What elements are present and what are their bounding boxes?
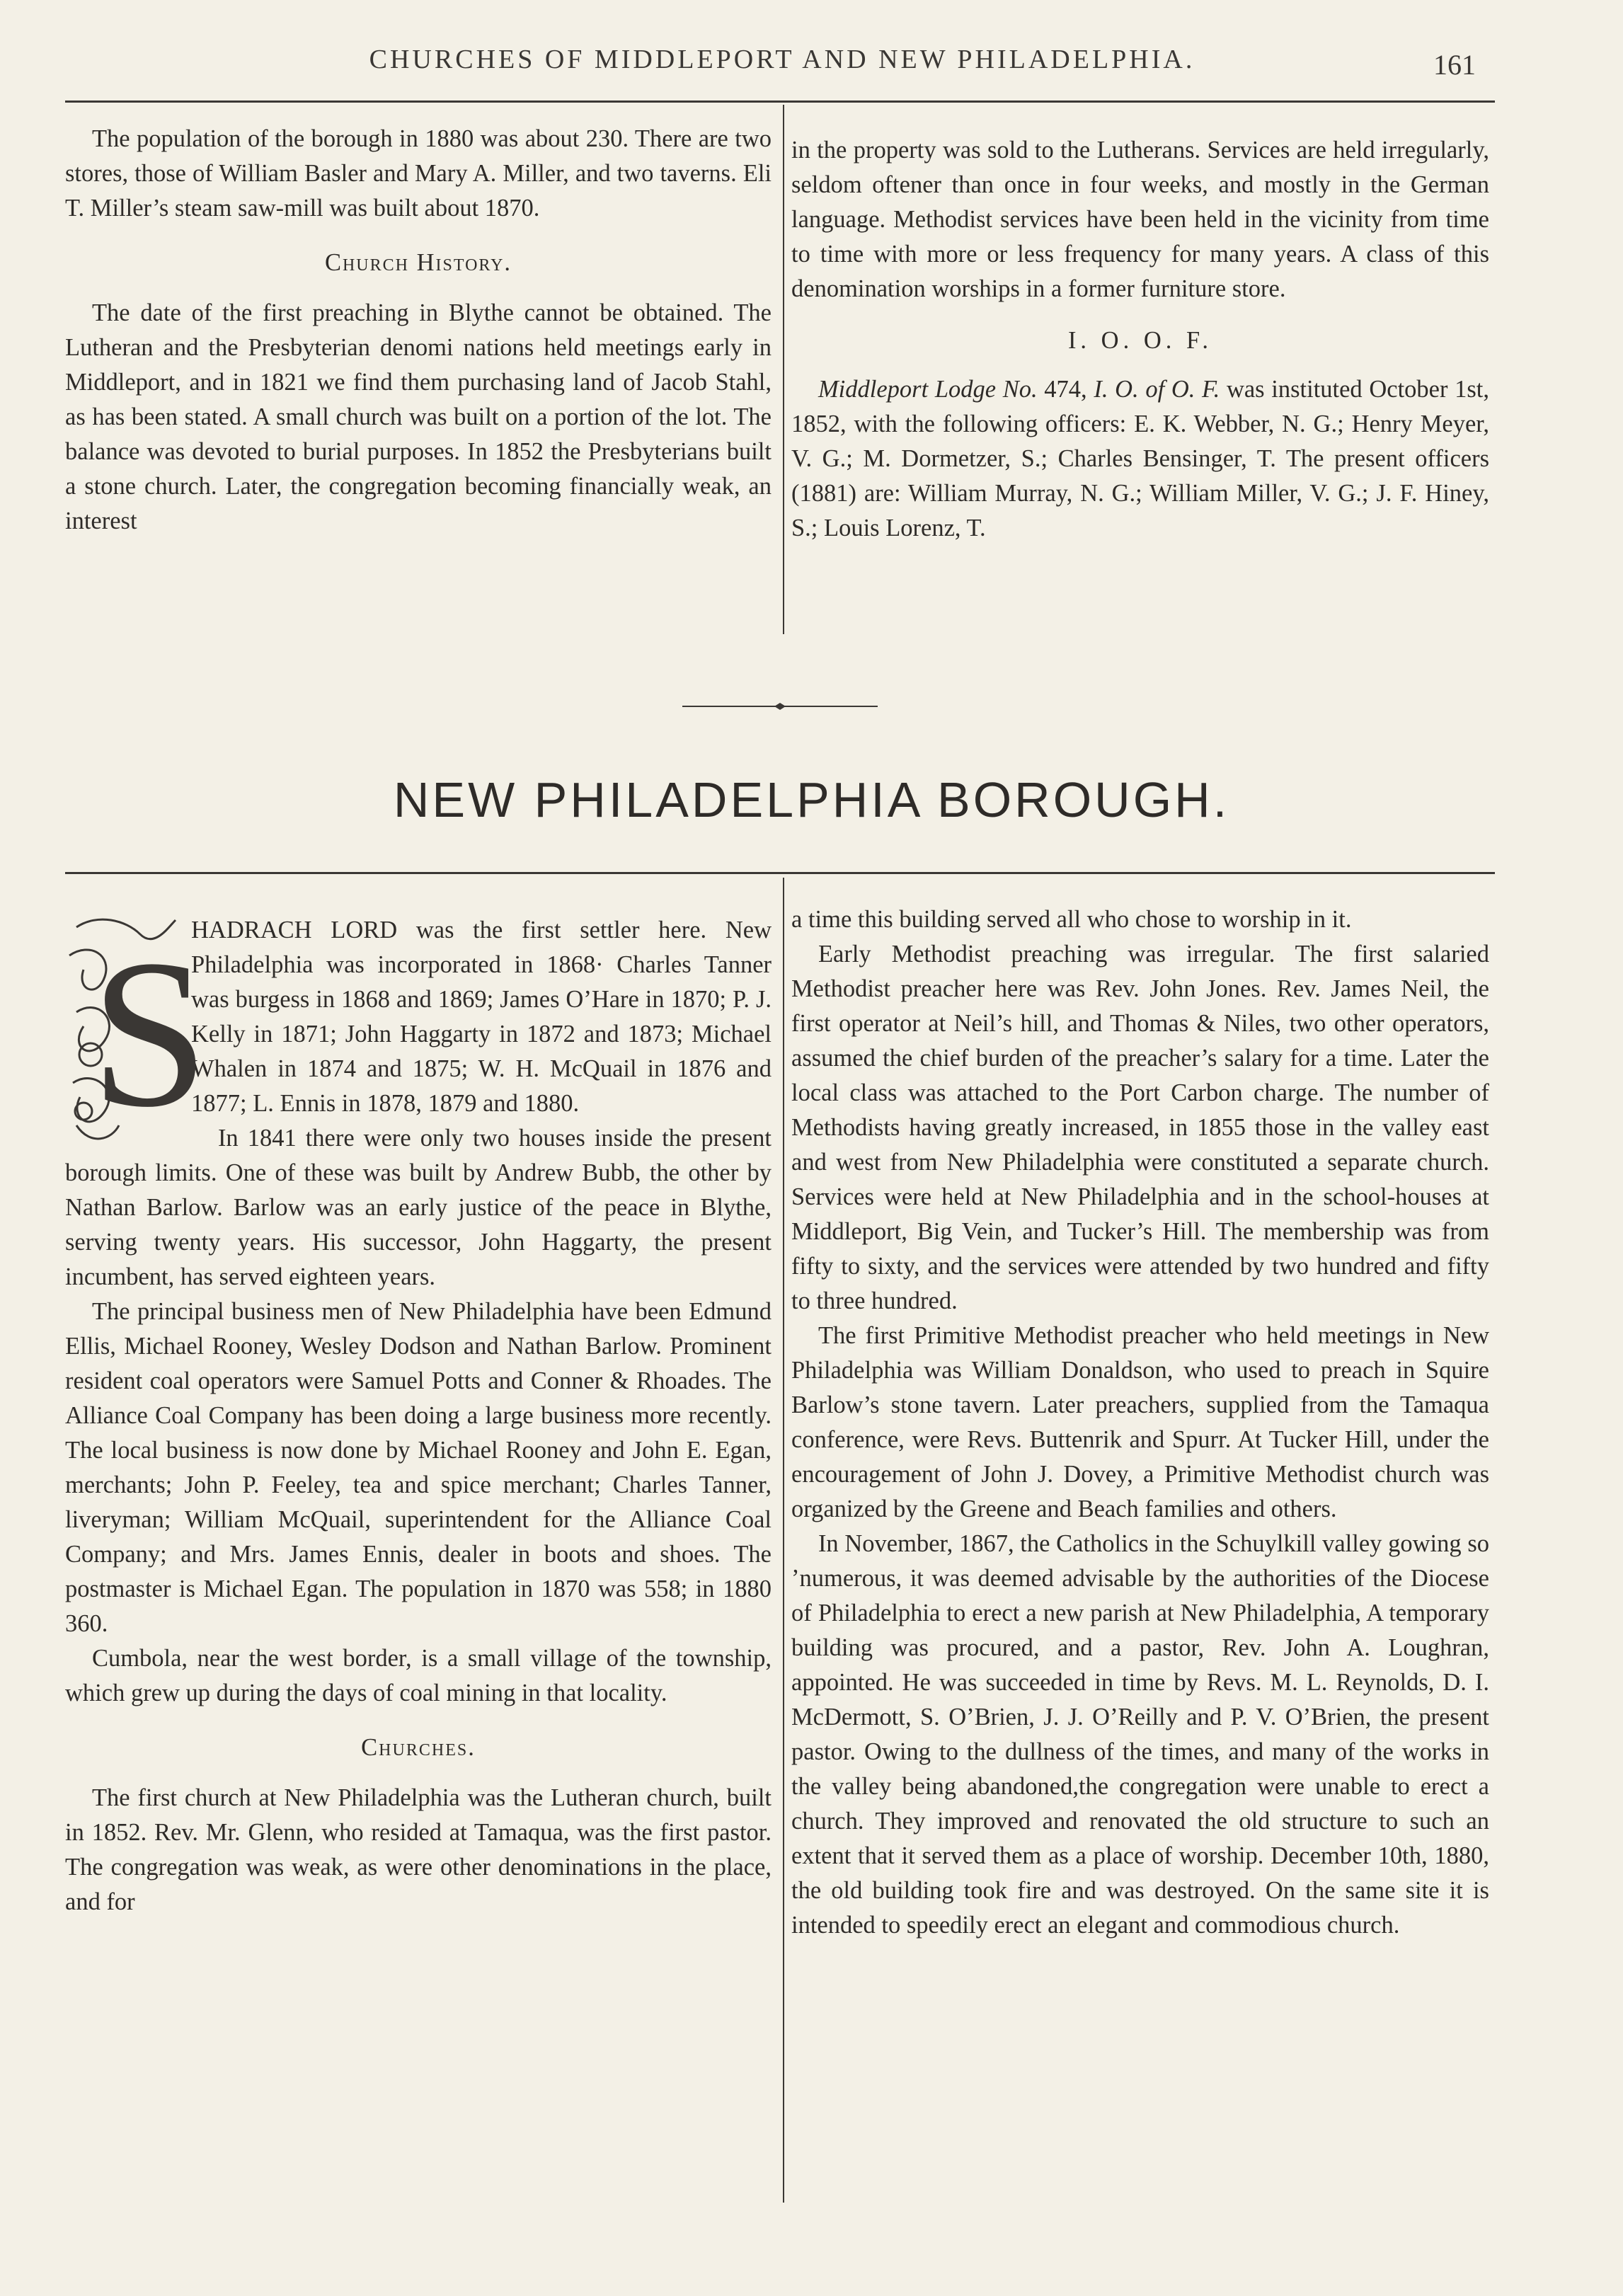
paragraph [791, 372, 1489, 546]
paragraph: In November, 1867, the Catholics in the Schuylkill valley gowing so ’numerous, it was deemed advisable by the authorities of the Diocese of Philadelphia to erect a new parish at New Philadelphia, A temporary building was procured, and a pastor, Rev. John A. Loughran, appointed. He was succeeded in time by Revs. M. L. Reynolds, D. I. McDermott, S. O’Brien, J. J. O’Reilly and P. V. O’Brien, the present pastor. Owing to the dullness of the times, and many of the works in the valley being abandoned,the congregation were unable to erect a church. They improved and renovated the old structure to such an extent that it served them as a place of worship. December 10th, 1880, the old building took fire and was destroyed. On the same site it is intended to speedily erect an elegant and commodious church. [791, 1530, 1489, 1939]
paragraph: Cumbola, near the west border, is a small village of the township, which grew up during the days of coal mining in that locality. [65, 1645, 772, 1706]
paragraph: The first Primitive Methodist preacher who held meetings in New Philadelphia was William Donaldson, who used to preach in Squire Barlow’s stone tavern. Later preachers, supplied from the Tamaqua conference, were Revs. Buttenrik and Spurr. At Tucker Hill, under the encouragement of John J. Dovey, a Primitive Methodist church was organized by the Greene and Beach families and others. [791, 1322, 1489, 1522]
section-title: NEW PHILADELPHIA BOROUGH. [393, 772, 1230, 827]
bottom-right-column [791, 902, 1489, 1943]
running-header: CHURCHES OF MIDDLEPORT AND NEW PHILADELPHIA. [369, 45, 1195, 74]
paragraph: The principal business men of New Philadelphia have been Edmund Ellis, Michael Rooney, Wesley Dodson and Nathan Barlow. Prominent resident coal operators were Samuel Potts and Conner & Rhoades. The Alliance Coal Company has been doing a large business more recently. The local business is now done by Michael Rooney and John E. Egan, merchants; John P. Feeley, tea and spice merchant; Charles Tanner, liveryman; William McQuail, superintendent for the Alliance Coal Company; and Mrs. James Ennis, dealer in boots and shoes. The postmaster is Michael Egan. The population in 1870 was 558; in 1880 360. [65, 1298, 772, 1637]
lodge-order: I. O. of O. F. [1094, 376, 1220, 403]
paragraph: The first church at New Philadelphia was the Lutheran church, built in 1852. Rev. Mr. Glenn, who resided at Tamaqua, was the first pastor. The congregation was weak, as were other denominations in the place, and for [65, 1784, 772, 1915]
bottom-left-column [65, 913, 772, 1919]
header-rule [65, 101, 1495, 103]
paragraph: The date of the first preaching in Blythe cannot be obtained. The Lutheran and the Presbyterian denomi nations held meetings early in Middleport, and in 1821 we find them purchasing land of Jacob Stahl, as has been stated. A small church was built on a portion of the lot. The balance was devoted to burial purposes. In 1852 the Presbyterians built a stone church. Later, the congregation becoming financially weak, an interest [65, 299, 772, 534]
paragraph: a time this building served all who chose to worship in it. [791, 906, 1352, 933]
dropcap-ornament [62, 913, 209, 1155]
section-heading: I. O. O. F. [1067, 327, 1213, 354]
page-number: 161 [1433, 49, 1476, 81]
top-column-divider [783, 105, 784, 634]
lodge-number: 474, [1037, 376, 1094, 403]
section-heading: Church History. [324, 249, 512, 276]
bottom-column-divider [783, 878, 784, 2203]
top-left-column [65, 122, 772, 539]
paragraph: In 1841 there were only two houses inside the present borough limits. One of these was built by Andrew Bubb, the other by Nathan Barlow. Barlow was an early justice of the peace in Blythe, serving twenty years. His successor, John Haggarty, the present incumbent, has served eighteen years. [65, 1125, 772, 1290]
section-rule [65, 872, 1495, 874]
paragraph: in the property was sold to the Lutherans. Services are held irregularly, seldom oftener than once in four weeks, and mostly in the German language. Methodist services have been held in the vicinity from time to time with more or less frequency for many years. A class of this denomination worships in a former furniture store. [791, 137, 1489, 302]
paragraph: The population of the borough in 1880 was about 230. There are two stores, those of William Basler and Mary A. Miller, and two taverns. Eli T. Miller’s steam saw-mill was built about 1870. [65, 125, 772, 222]
top-right-column [791, 133, 1489, 546]
section-heading: Churches. [361, 1734, 476, 1761]
ornament-divider [682, 702, 878, 711]
dropcap-letter: S [91, 916, 209, 1151]
paragraph: Early Methodist preaching was irregular. The first salaried Methodist preacher here was Rev. John Jones. Rev. James Neil, the first operator at Neil’s hill, and Thomas & Niles, two other operators, assumed the chief burden of the preacher’s salary for a time. Later the local class was attached to the Port Carbon charge. The number of Methodists having greatly increased, in 1855 those in the valley east and west from New Philadelphia were constituted a separate church. Services were held at New Philadelphia and in the school-houses at Middleport, Big Vein, and Tucker’s Hill. The membership was from fifty to sixty, and the services were attended by two hundred and fifty to three hundred. [791, 941, 1489, 1314]
paragraph-text: was instituted October 1st, 1852, with the following officers: E. K. Webber, N. G.; Henry Meyer, V. G.; M. Dormetzer, S.; Charles Bensinger, T. The present officers (1881) are: William Murray, N. G.; William Miller, V. G.; J. F. Hiney, S.; Louis Lorenz, T. [791, 376, 1490, 541]
paragraph: HADRACH LORD was the first settler here. New Philadelphia was incorporated in 1868· Charles Tanner was burgess in 1868 and 1869; James O’Hare in 1870; P. J. Kelly in 1871; John Haggarty in 1872 and 1873; Michael Whalen in 1874 and 1875; W. H. McQuail in 1876 and 1877; L. Ennis in 1878, 1879 and 1880. [191, 917, 772, 1117]
lodge-name: Middleport Lodge No. [818, 376, 1038, 403]
